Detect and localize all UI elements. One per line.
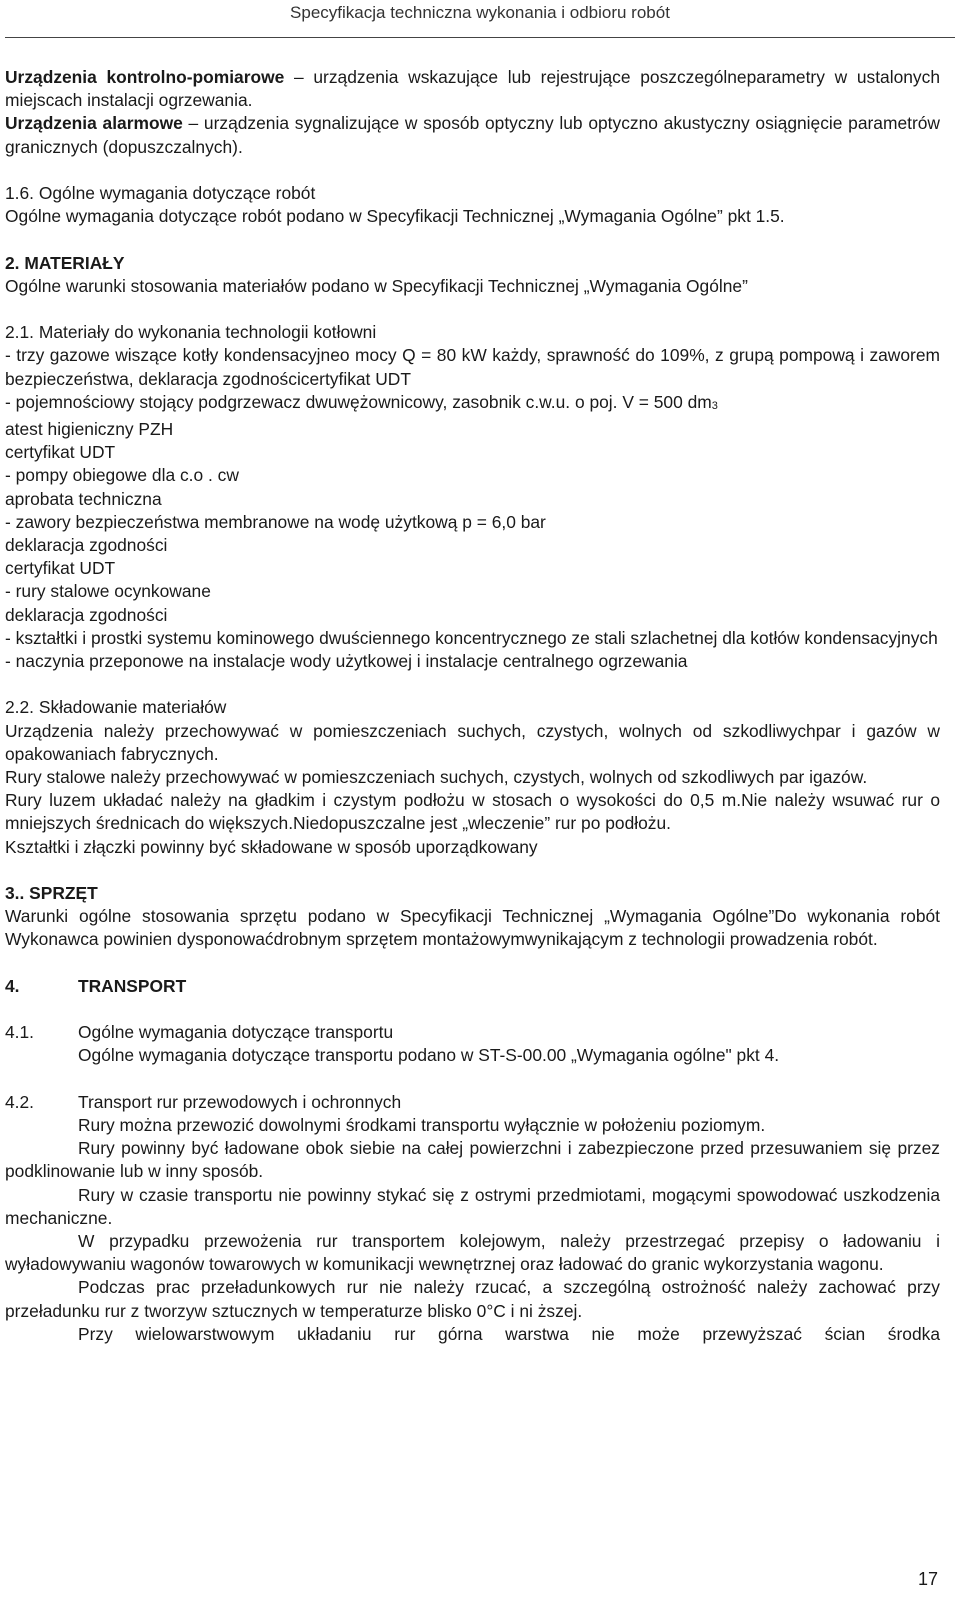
page-number: 17 bbox=[917, 1569, 938, 1589]
section-1-6-heading: 1.6. Ogólne wymagania dotyczące robót bbox=[5, 183, 316, 203]
materials-line: - kształtki i prostki systemu kominowego dwuściennego koncentrycznego ze stali szlachetnej dla kotłów kondensacyjnych bbox=[5, 627, 938, 648]
section-2-1-heading: 2.1. Materiały do wykonania technologii kotłowni bbox=[5, 322, 377, 343]
materials-line: - trzy gazowe wiszące kotły kondensacyjneo mocy Q = 80 kW każdy, sprawność do 109%, z grupą pompową i zaworem bezpieczeństwa, deklaracja zgodnościcertyfikat UDT bbox=[5, 345, 940, 389]
section-4-1-text: Ogólne wymagania dotyczące transportu podano w ST-S-00.00 „Wymagania ogólne" pkt 4. bbox=[78, 1045, 780, 1066]
definition-control-devices bbox=[5, 66, 940, 112]
storage-paragraph: Kształtki i złączki powinny być składowane w sposób uporządkowany bbox=[5, 836, 538, 857]
section-2-2-heading: 2.2. Składowanie materiałów bbox=[5, 697, 227, 718]
materials-line: - pompy obiegowe dla c.o . cw bbox=[5, 465, 239, 486]
section-title: Transport rur przewodowych i ochronnych bbox=[78, 1091, 402, 1112]
materials-line: deklaracja zgodności bbox=[5, 604, 168, 625]
transport-paragraph: Rury w czasie transportu nie powinny stykać się z ostrymi przedmiotami, mogącymi spowodować uszkodzenia mechaniczne. bbox=[5, 1184, 940, 1228]
section-number: 4.1. bbox=[5, 1022, 35, 1043]
section-4-2-heading bbox=[5, 1091, 940, 1114]
definition-alarm-devices bbox=[5, 112, 940, 158]
document-body bbox=[5, 66, 940, 1346]
section-number: 4. bbox=[5, 975, 20, 996]
page-header: Specyfikacja techniczna wykonania i odbioru robót bbox=[290, 3, 670, 22]
section-title: TRANSPORT bbox=[78, 975, 187, 996]
section-1-6-text: Ogólne wymagania dotyczące robót podano w Specyfikacji Technicznej „Wymagania Ogólne” pkt 1.5. bbox=[5, 206, 785, 227]
transport-paragraph: W przypadku przewożenia rur transportem kolejowym, należy przestrzegać przepisy o ładowaniu i wyładowywaniu wagonów towarowych w komunikacji wewnętrznej oraz ładować do granic wykorzystania wagonu. bbox=[5, 1231, 940, 1275]
transport-paragraph: Podczas prac przeładunkowych rur nie należy rzucać, a szczególną ostrożność należy zachować przy przeładunku rur z tworzyw sztucznych w temperaturze blisko 0°C i ni ższej. bbox=[5, 1277, 940, 1321]
section-3-text: Warunki ogólne stosowania sprzętu podano w Specyfikacji Technicznej „Wymagania Ogólne”Do wykonania robót Wykonawca powinien dysponowaćdrobnym sprzętem montażowymwynikającym z technologii prowadzenia robót. bbox=[5, 906, 940, 950]
materials-line: atest higieniczny PZH bbox=[5, 419, 174, 439]
section-number: 4.2. bbox=[5, 1091, 35, 1112]
definition-text: – urządzenia wskazujące lub rejestrujące poszczególneparametry w ustalonych miejscach instalacji ogrzewania. bbox=[5, 67, 940, 111]
materials-line: certyfikat UDT bbox=[5, 558, 116, 579]
transport-paragraph: Przy wielowarstwowym układaniu rur górna warstwa nie może przewyższać ścian środka bbox=[78, 1323, 940, 1344]
definition-term: Urządzenia alarmowe bbox=[5, 113, 183, 134]
definition-text: – urządzenia sygnalizujące w sposób optyczny lub optyczno akustyczny osiągnięcie parametrów granicznych (dopuszczalnych). bbox=[5, 113, 940, 157]
materials-line: deklaracja zgodności bbox=[5, 535, 168, 556]
materials-line: - zawory bezpieczeństwa membranowe na wodę użytkową p = 6,0 bar bbox=[5, 511, 546, 532]
materials-line: - pojemnościowy stojący podgrzewacz dwuwężownicowy, zasobnik c.w.u. o poj. V = 500 $dm_3$ bbox=[5, 391, 718, 412]
unit-subscript: 3 bbox=[711, 399, 718, 412]
materials-line: - naczynia przeponowe na instalacje wody użytkowej i instalacje centralnego ogrzewania bbox=[5, 651, 688, 672]
materials-line: - rury stalowe ocynkowane bbox=[5, 581, 211, 602]
section-3-heading: 3.. SPRZĘT bbox=[5, 883, 98, 904]
section-2-heading: 2. MATERIAŁY bbox=[5, 252, 125, 273]
header-divider bbox=[5, 37, 955, 38]
materials-line: aprobata techniczna bbox=[5, 488, 162, 509]
storage-paragraph: Urządzenia należy przechowywać w pomieszczeniach suchych, czystych, wolnych od szkodliwychpar i gazów w opakowaniach fabrycznych. bbox=[5, 720, 940, 764]
section-4-1-heading bbox=[5, 1021, 940, 1044]
section-title: Ogólne wymagania dotyczące transportu bbox=[78, 1022, 394, 1043]
transport-paragraph: Rury powinny być ładowane obok siebie na całej powierzchni i zabezpieczone przed przesuwaniem się przez podklinowanie lub w inny sposób. bbox=[5, 1138, 940, 1182]
storage-paragraph: Rury luzem układać należy na gładkim i czystym podłożu w stosach o wysokości do 0,5 m.Nie należy wsuwać rur o mniejszych średnicach do większych.Niedopuszczalne jest „wleczenie” rur po podłożu. bbox=[5, 790, 940, 834]
definition-term: Urządzenia kontrolno-pomiarowe bbox=[5, 67, 285, 87]
materials-line: certyfikat UDT bbox=[5, 442, 116, 463]
section-4-heading bbox=[5, 975, 940, 998]
transport-paragraph: Rury można przewozić dowolnymi środkami transportu wyłącznie w położeniu poziomym. bbox=[78, 1115, 766, 1136]
section-2-text: Ogólne warunki stosowania materiałów podano w Specyfikacji Technicznej „Wymagania Ogólne” bbox=[5, 275, 748, 296]
storage-paragraph: Rury stalowe należy przechowywać w pomieszczeniach suchych, czystych, wolnych od szkodliwych par igazów. bbox=[5, 767, 868, 788]
